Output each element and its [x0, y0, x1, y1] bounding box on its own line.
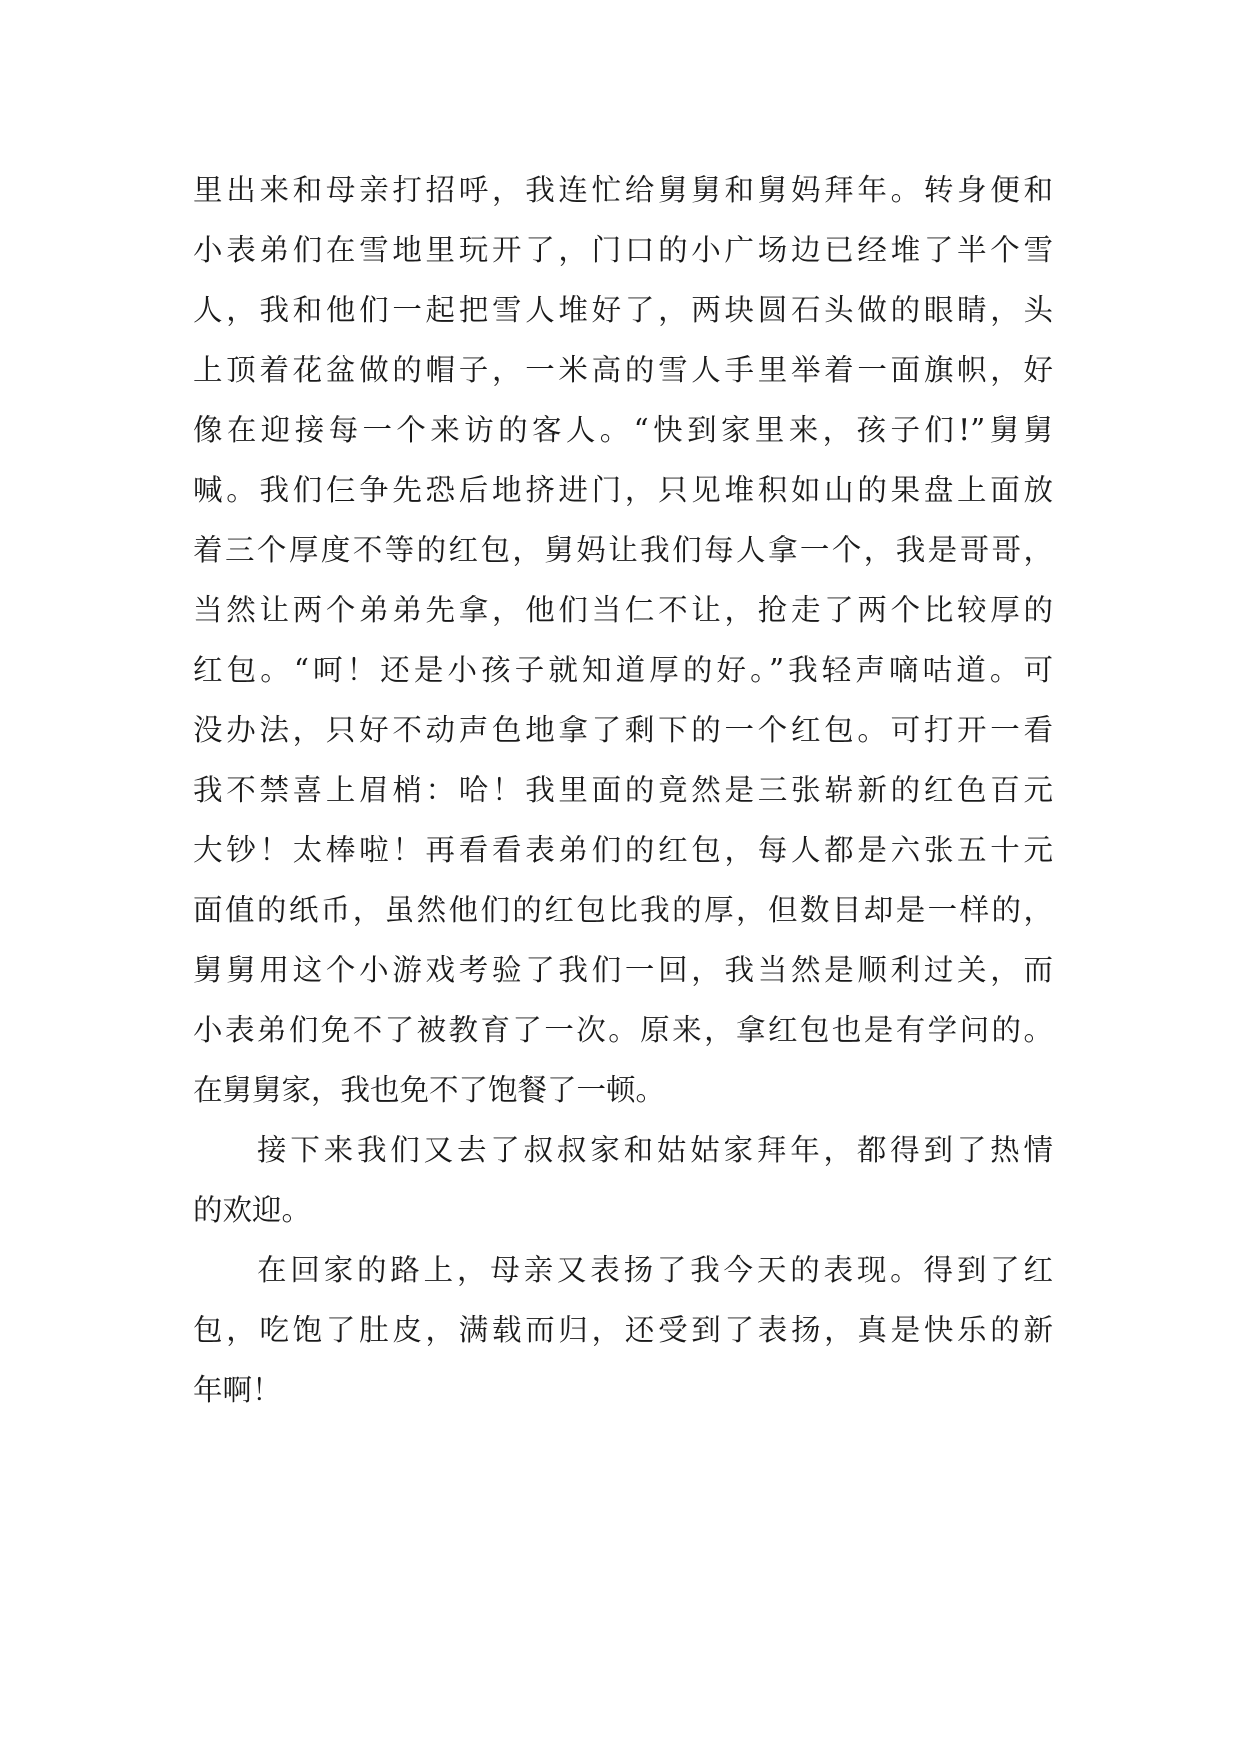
- paragraph: [193, 1240, 1053, 1420]
- text-line: 舅舅用这个小游戏考验了我们一回，我当然是顺利过关，而: [193, 953, 1053, 987]
- text-line: 我不禁喜上眉梢：哈！我里面的竟然是三张崭新的红色百元: [193, 773, 1053, 807]
- text-line: 接下来我们又去了叔叔家和姑姑家拜年，都得到了热情: [257, 1133, 1053, 1167]
- text-line: 在回家的路上，母亲又表扬了我今天的表现。得到了红: [257, 1253, 1053, 1287]
- text-line: 大钞！太棒啦！再看看表弟们的红包，每人都是六张五十元: [193, 833, 1053, 867]
- text-line: 喊。我们仨争先恐后地挤进门，只见堆积如山的果盘上面放: [193, 473, 1053, 507]
- essay-body: [193, 160, 1053, 1420]
- text-line: 像在迎接每一个来访的客人。“快到家里来，孩子们!”舅舅: [193, 413, 1053, 447]
- text-line: 没办法，只好不动声色地拿了剩下的一个红包。可打开一看: [193, 713, 1053, 747]
- text-line: 里出来和母亲打招呼，我连忙给舅舅和舅妈拜年。转身便和: [193, 173, 1053, 207]
- text-line: 人，我和他们一起把雪人堆好了，两块圆石头做的眼睛，头: [193, 293, 1053, 327]
- text-line: 的欢迎。: [193, 1193, 312, 1227]
- text-line: 上顶着花盆做的帽子，一米高的雪人手里举着一面旗帜，好: [193, 353, 1053, 387]
- text-line: 当然让两个弟弟先拿，他们当仁不让，抢走了两个比较厚的: [193, 593, 1053, 627]
- text-line: 红包。“呵！还是小孩子就知道厚的好。”我轻声嘀咕道。可: [193, 653, 1053, 687]
- text-line: 在舅舅家，我也免不了饱餐了一顿。: [193, 1073, 666, 1107]
- text-line: 小表弟们免不了被教育了一次。原来，拿红包也是有学问的。: [193, 1013, 1053, 1047]
- paragraph: [193, 160, 1053, 1120]
- text-line: 着三个厚度不等的红包，舅妈让我们每人拿一个，我是哥哥，: [193, 533, 1053, 567]
- text-line: 面值的纸币，虽然他们的红包比我的厚，但数目却是一样的，: [193, 893, 1053, 927]
- text-line: 年啊！: [193, 1373, 282, 1407]
- text-line: 小表弟们在雪地里玩开了，门口的小广场边已经堆了半个雪: [193, 233, 1053, 267]
- text-line: 包，吃饱了肚皮，满载而归，还受到了表扬，真是快乐的新: [193, 1313, 1053, 1347]
- paragraph: [193, 1120, 1053, 1240]
